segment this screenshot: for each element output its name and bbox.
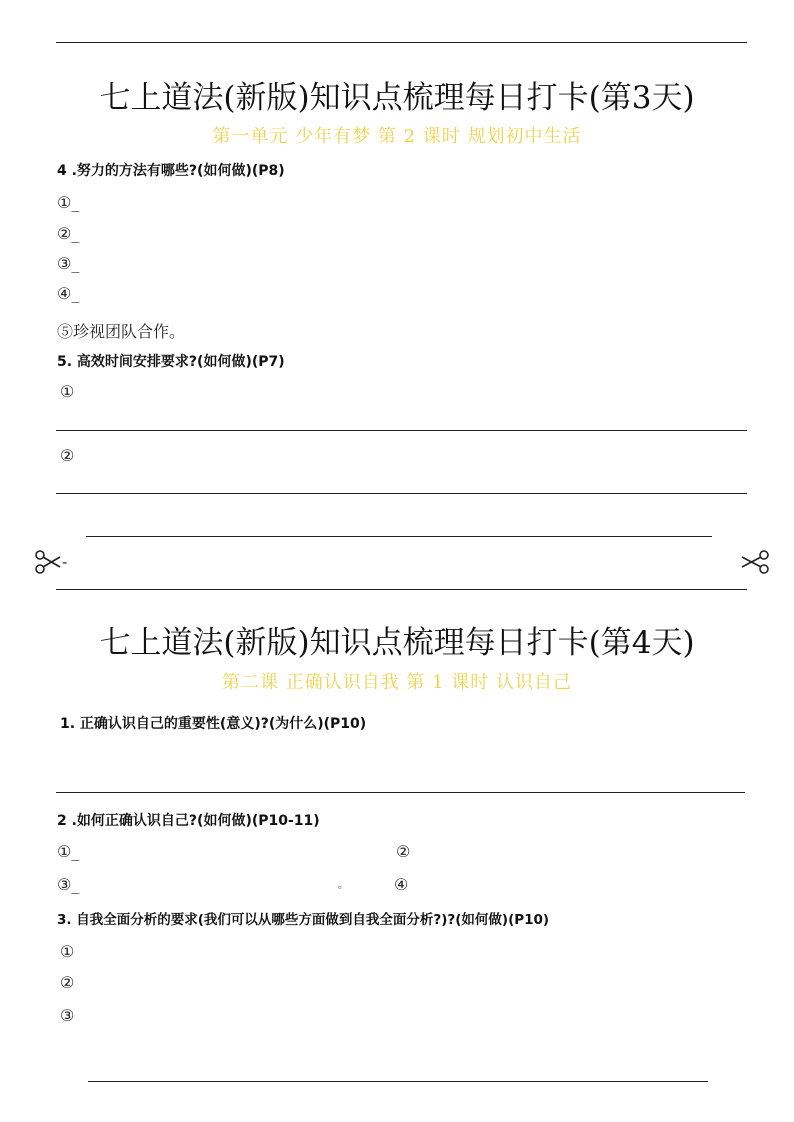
cut-dash: - (62, 552, 68, 571)
day4-q2-item-3: ③_ (57, 875, 80, 894)
bottom-rule (88, 1081, 708, 1082)
day4-q3-item-2: ② (60, 973, 75, 992)
day3-question-4: 4 .努力的方法有哪些?(如何做)(P8) (57, 163, 285, 179)
day3-q5-item-2: ② (60, 446, 75, 465)
answer-line (56, 493, 747, 494)
day4-q2-period: 。 (338, 880, 348, 891)
day3-q4-item-4: ④_ (57, 284, 80, 303)
scissors-icon-right (736, 548, 770, 576)
answer-line (56, 792, 745, 793)
day4-question-3: 3. 自我全面分析的要求(我们可以从哪些方面做到自我全面分析?)?(如何做)(P10) (57, 912, 550, 928)
day3-q4-item-3: ③_ (57, 254, 80, 273)
day4-question-2: 2 .如何正确认识自己?(如何做)(P10-11) (57, 813, 320, 829)
day3-subtitle: 第一单元 少年有梦 第 2 课时 规划初中生活 (212, 126, 582, 147)
day4-subtitle: 第二课 正确认识自我 第 1 课时 认识自己 (221, 672, 573, 693)
day4-question-1: 1. 正确认识自己的重要性(意义)?(为什么)(P10) (60, 716, 367, 732)
top-rule (56, 42, 747, 43)
day4-q2-item-1: ①_ (57, 842, 80, 861)
day3-q4-item-5: ⑤珍视团队合作。 (57, 322, 186, 341)
cut-lower-rule (56, 589, 747, 590)
day3-q5-item-1: ① (60, 382, 75, 401)
day4-q2-item-4: ④ (394, 875, 409, 894)
day4-q2-item-2: ② (396, 842, 411, 861)
day4-title: 七上道法(新版)知识点梳理每日打卡(第4天) (99, 625, 695, 661)
cut-upper-rule (86, 536, 712, 537)
day3-title: 七上道法(新版)知识点梳理每日打卡(第3天) (99, 80, 695, 116)
day3-question-5: 5. 高效时间安排要求?(如何做)(P7) (57, 354, 285, 370)
answer-line (56, 430, 747, 431)
day4-q3-item-3: ③ (60, 1006, 75, 1025)
day4-q3-item-1: ① (60, 942, 75, 961)
day3-q4-item-1: ①_ (57, 193, 80, 212)
day3-q4-item-2: ②_ (57, 224, 80, 243)
